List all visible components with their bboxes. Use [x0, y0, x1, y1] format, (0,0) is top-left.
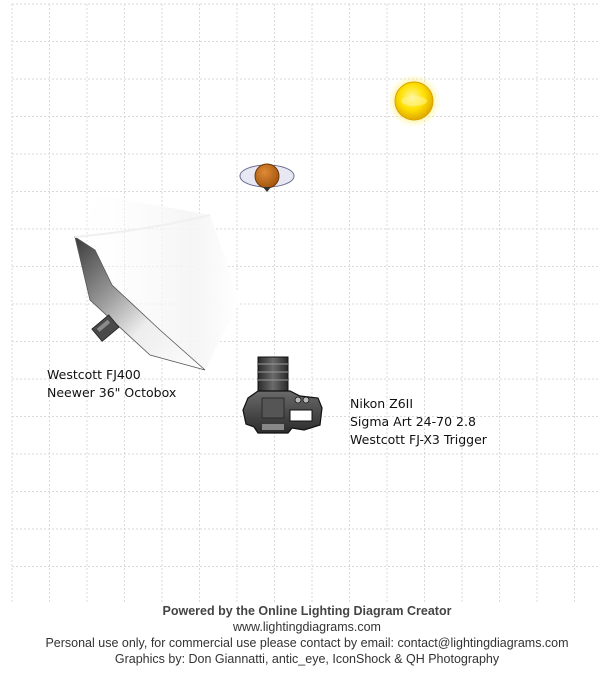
- camera-lens: Sigma Art 24-70 2.8: [350, 414, 476, 429]
- footer-url[interactable]: www.lightingdiagrams.com: [233, 620, 381, 634]
- camera-trigger: Westcott FJ-X3 Trigger: [350, 432, 487, 447]
- footer-credits: Graphics by: Don Giannatti, antic_eye, IconShock & QH Photography: [114, 652, 500, 666]
- light-modifier: Neewer 36" Octobox: [47, 385, 177, 400]
- camera-icon[interactable]: [243, 357, 322, 433]
- light-model: Westcott FJ400: [47, 367, 141, 382]
- person-icon[interactable]: [240, 164, 294, 192]
- sun-icon[interactable]: [387, 74, 441, 128]
- light-label: [47, 366, 176, 402]
- footer: [0, 603, 614, 667]
- camera-label: [350, 395, 487, 449]
- footer-license: Personal use only, for commercial use please contact by email: contact@lightingdiagrams.com: [45, 636, 569, 650]
- camera-model: Nikon Z6II: [350, 396, 414, 411]
- octobox-icon[interactable]: [75, 195, 240, 370]
- footer-title: Powered by the Online Lighting Diagram Creator: [162, 604, 452, 618]
